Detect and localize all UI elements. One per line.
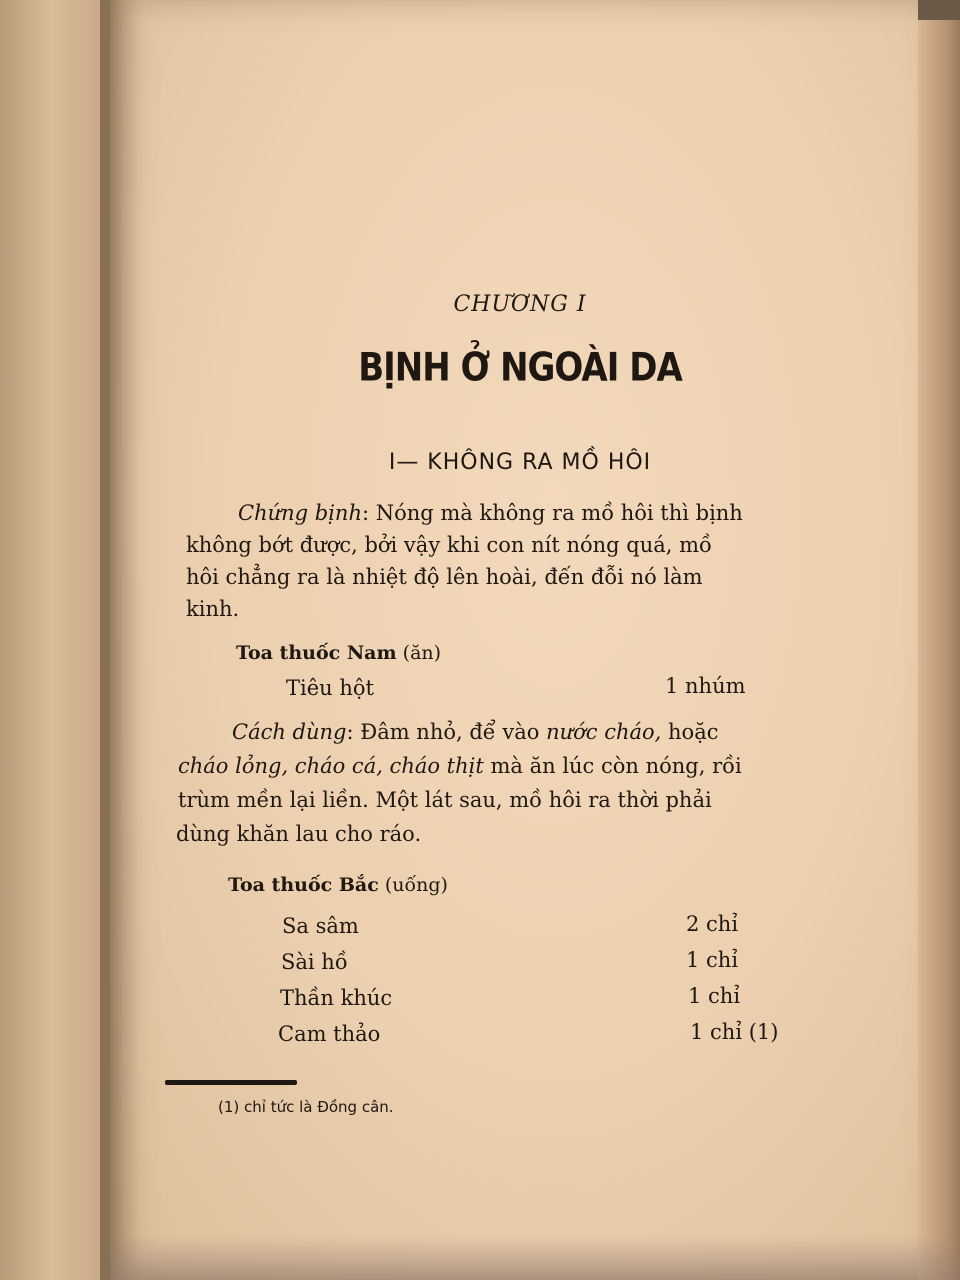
book-page — [110, 0, 918, 1280]
symptoms-line-4: kinh. — [186, 597, 240, 621]
symptoms-label: Chứng bịnh — [238, 501, 362, 525]
usage-text-1b: hoặc — [661, 720, 719, 744]
usage-text-1-italic: nước cháo, — [546, 720, 662, 744]
symptoms-line-3: hôi chẳng ra là nhiệt độ lên hoài, đến đỗi nó làm — [186, 565, 703, 589]
southern-remedy-title: Toa thuốc Nam — [236, 642, 397, 664]
northern-ingredient-amount: 2 chỉ — [686, 912, 739, 936]
usage-label: Cách dùng — [232, 720, 347, 744]
footnote-divider — [165, 1080, 297, 1085]
northern-ingredient-amount: 1 chỉ (1) — [690, 1020, 779, 1044]
usage-text-2-italic: cháo lỏng, cháo cá, cháo thịt — [178, 754, 484, 778]
northern-ingredient-name: Sa sâm — [282, 914, 359, 938]
usage-text-1a: : Đâm nhỏ, để vào — [346, 720, 547, 744]
usage-line-4: dùng khăn lau cho ráo. — [176, 822, 422, 846]
book-gutter-shadow — [100, 0, 140, 1280]
symptoms-text-1: : Nóng mà không ra mồ hôi thì bịnh — [361, 501, 743, 525]
bottom-shadow — [110, 1235, 960, 1280]
northern-ingredient-name: Cam thảo — [278, 1022, 381, 1046]
usage-line-1 — [232, 716, 718, 748]
chapter-label: CHƯƠNG I — [453, 292, 587, 317]
chapter-title: BỊNH Ở NGOÀI DA — [358, 345, 682, 391]
page-stack-edge — [918, 20, 960, 1280]
southern-ingredient-name: Tiêu hột — [286, 676, 374, 700]
northern-ingredient-name: Thần khúc — [280, 986, 393, 1010]
northern-ingredient-amount: 1 chỉ — [686, 948, 739, 972]
northern-remedy-heading — [228, 874, 448, 896]
section-title: I— KHÔNG RA MỒ HÔI — [388, 450, 652, 475]
northern-remedy-note: (uống) — [384, 874, 448, 896]
usage-line-2 — [178, 750, 742, 782]
footnote: (1) chỉ tức là Đồng cân. — [218, 1098, 394, 1116]
northern-ingredient-amount: 1 chỉ — [688, 984, 741, 1008]
southern-remedy-heading — [236, 642, 441, 664]
northern-ingredient-name: Sài hồ — [281, 950, 348, 974]
southern-remedy-note: (ăn) — [402, 642, 442, 664]
symptoms-line-1 — [238, 497, 743, 529]
northern-remedy-title: Toa thuốc Bắc — [228, 874, 379, 896]
usage-text-2b: mà ăn lúc còn nóng, rồi — [483, 754, 742, 778]
usage-line-3: trùm mền lại liền. Một lát sau, mồ hôi ra thời phải — [178, 788, 712, 812]
symptoms-line-2: không bớt được, bởi vậy khi con nít nóng quá, mồ — [186, 533, 712, 557]
southern-ingredient-amount: 1 nhúm — [665, 674, 746, 698]
